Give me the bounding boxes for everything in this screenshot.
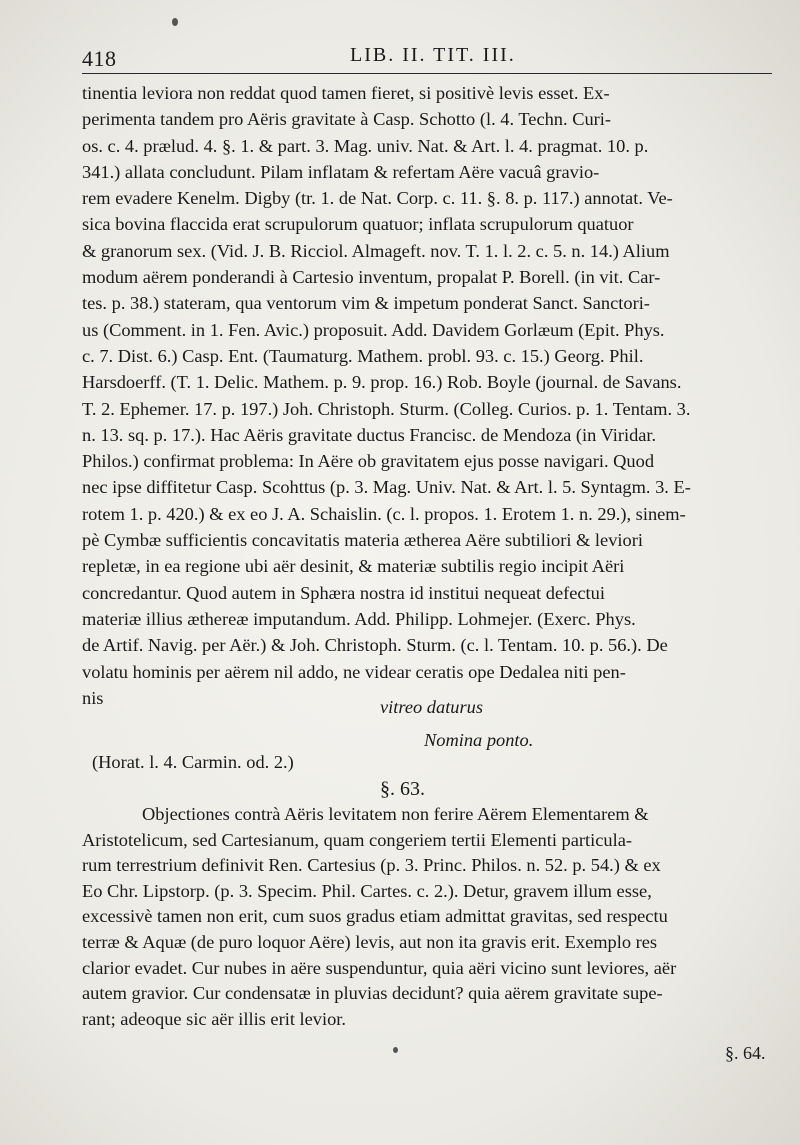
text-line: 341.) allata concludunt. Pilam inflatam & refertam Aëre vacuâ gravio- — [82, 161, 600, 182]
text-line: excessivè tamen non erit, cum suos gradus etiam admittat gravitas, sed respectu — [82, 906, 668, 927]
text-line: os. c. 4. prælud. 4. §. 1. & part. 3. Mag. univ. Nat. & Art. l. 4. pragmat. 10. p. — [82, 135, 649, 156]
section-heading: LIB. II. TIT. III. — [350, 44, 516, 66]
text-line: autem gravior. Cur condensatæ in pluvias decidunt? quia aërem gravitate supe- — [82, 983, 663, 1004]
text-line: Eo Chr. Lipstorp. (p. 3. Specim. Phil. Cartes. c. 2.). Detur, gravem illum esse, — [82, 880, 652, 901]
text-line: concredantur. Quod autem in Sphæra nostra id institui nequeat defectui — [82, 582, 605, 603]
text-line: nis — [82, 687, 104, 708]
catchword: §. 64. — [725, 1043, 766, 1063]
header-rule — [82, 73, 772, 74]
text-line: clarior evadet. Cur nubes in aëre suspenduntur, quia aëri vicino sunt leviores, aër — [82, 957, 677, 978]
text-line: Philos.) confirmat problema: In Aëre ob gravitatem ejus posse navigari. Quod — [82, 451, 655, 472]
text-line: tinentia leviora non reddat quod tamen fieret, si positivè levis esset. Ex- — [82, 83, 610, 103]
text-line: rem evadere Kenelm. Digby (tr. 1. de Nat. Corp. c. 11. §. 8. p. 117.) annotat. Ve- — [82, 188, 673, 209]
text-line: T. 2. Ephemer. 17. p. 197.) Joh. Christoph. Sturm. (Colleg. Curios. p. 1. Tentam. 3. — [82, 398, 691, 419]
text-line: rant; adeoque sic aër illis erit levior. — [82, 1008, 347, 1029]
section-number: §. 63. — [380, 778, 425, 800]
ink-speck — [172, 18, 178, 26]
text-line: de Artif. Navig. per Aër.) & Joh. Christoph. Sturm. (c. l. Tentam. 10. p. 56.). De — [82, 635, 668, 656]
text-line: materiæ illius æthereæ imputandum. Add. Philipp. Lohmejer. (Exerc. Phys. — [82, 608, 636, 629]
ink-speck — [393, 1047, 398, 1053]
text-line: rotem 1. p. 420.) & ex eo J. A. Schaislin. (c. l. propos. 1. Erotem 1. n. 29.), sinem- — [82, 503, 686, 524]
verse-line-1: vitreo daturus — [380, 697, 484, 717]
text-line: volatu hominis per aërem nil addo, ne videar ceratis ope Dedalea niti pen- — [82, 661, 626, 682]
text-line: repletæ, in ea regione ubi aër desinit, & materiæ subtilis regio incipit Aëri — [82, 556, 625, 577]
running-head — [82, 40, 772, 72]
text-line: terræ & Aquæ (de puro loquor Aëre) levis, aut non ita gravis erit. Exemplo res — [82, 931, 658, 952]
text-line: & granorum sex. (Vid. J. B. Ricciol. Almageft. nov. T. 1. l. 2. c. 5. n. 14.) Alium — [82, 240, 670, 261]
page-number: 418 — [82, 46, 117, 71]
text-line: Harsdoerff. (T. 1. Delic. Mathem. p. 9. prop. 16.) Rob. Boyle (journal. de Savans. — [82, 372, 682, 393]
text-line: nec ipse diffitetur Casp. Scohttus (p. 3. Mag. Univ. Nat. & Art. l. 5. Syntagm. 3. E- — [82, 477, 691, 498]
text-line: Objectiones contrà Aëris levitatem non ferire Aërem Elementarem & — [142, 804, 649, 824]
text-line: tes. p. 38.) stateram, qua ventorum vim & impetum ponderat Sanct. Sanctori- — [82, 293, 650, 314]
text-line: n. 13. sq. p. 17.). Hac Aëris gravitate ductus Francisc. de Mendoza (in Viridar. — [82, 424, 657, 445]
text-line: Aristotelicum, sed Cartesianum, quam congeriem tertii Elementi particula- — [82, 829, 633, 850]
paragraph-1 — [82, 80, 772, 711]
text-line: us (Comment. in 1. Fen. Avic.) proposuit. Add. Davidem Gorlæum (Epit. Phys. — [82, 319, 665, 340]
paragraph-2 — [82, 802, 772, 1032]
text-line: rum terrestrium definivit Ren. Cartesius (p. 3. Princ. Philos. n. 52. p. 54.) & ex — [82, 855, 661, 876]
text-line: sica bovina flaccida erat scrupulorum quatuor; inflata scrupulorum quatuor — [82, 214, 634, 235]
text-line: pè Cymbæ sufficientis concavitatis materia ætherea Aëre subtiliori & leviori — [82, 530, 643, 551]
text-line: c. 7. Dist. 6.) Casp. Ent. (Taumaturg. Mathem. probl. 93. c. 15.) Georg. Phil. — [82, 345, 644, 366]
text-line: perimenta tandem pro Aëris gravitate à Casp. Schotto (l. 4. Techn. Curi- — [82, 109, 612, 130]
verse-citation: (Horat. l. 4. Carmin. od. 2.) — [92, 752, 294, 772]
verse-line-2: Nomina ponto. — [424, 730, 534, 750]
text-line: modum aërem ponderandi à Cartesio inventum, propalat P. Borell. (in vit. Car- — [82, 267, 661, 288]
